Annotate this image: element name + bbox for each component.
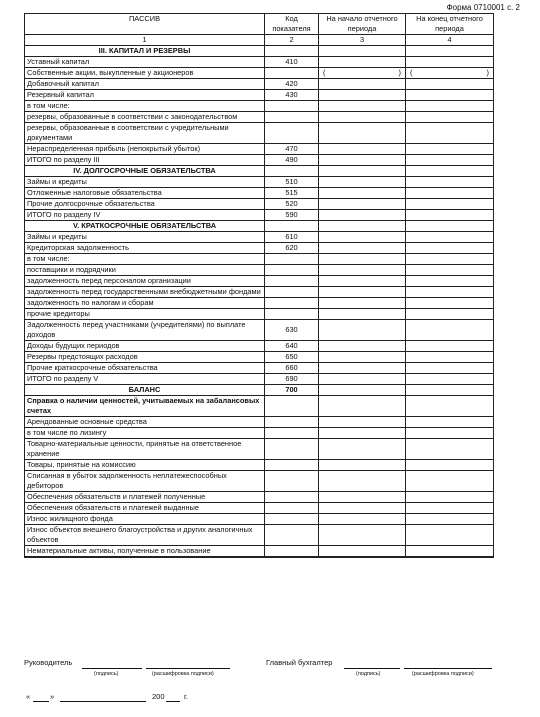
value-start-cell[interactable] <box>319 46 406 57</box>
value-start-cell[interactable] <box>319 144 406 155</box>
table-row <box>25 155 494 166</box>
balance-passive-table <box>24 13 494 558</box>
value-start-cell[interactable] <box>319 276 406 287</box>
table-row <box>25 276 494 287</box>
value-end-cell[interactable] <box>406 254 494 265</box>
row-label: IV. ДОЛГОСРОЧНЫЕ ОБЯЗАТЕЛЬСТВА <box>25 166 265 177</box>
section-row <box>25 221 494 232</box>
row-code <box>265 471 319 492</box>
table-row <box>25 557 494 558</box>
row-code <box>265 46 319 57</box>
value-end-cell[interactable] <box>406 112 494 123</box>
header-num-3: 3 <box>319 35 406 46</box>
row-label: Обеспечения обязательств и платежей полученные <box>25 492 265 503</box>
head-sign-caption: (подпись) <box>94 671 119 677</box>
date-year-line <box>166 701 180 702</box>
table-row <box>25 428 494 439</box>
row-label: прочие кредиторы <box>25 309 265 320</box>
row-label: Арендованные основные средства <box>25 417 265 428</box>
value-end-cell[interactable] <box>406 265 494 276</box>
date-close-quote: » <box>50 692 55 701</box>
value-start-cell[interactable] <box>319 396 406 417</box>
row-label: Резервы предстоящих расходов <box>25 352 265 363</box>
date-year-suffix: г. <box>184 692 188 701</box>
row-code: 640 <box>265 341 319 352</box>
row-code: 690 <box>265 374 319 385</box>
row-label: Задолженность перед участниками (учредителями) по выплате доходов <box>25 320 265 341</box>
value-start-cell[interactable] <box>319 265 406 276</box>
table-row <box>25 254 494 265</box>
header-code: Код показателя <box>265 14 319 35</box>
row-label: Отложенные налоговые обязательства <box>25 188 265 199</box>
value-end-cell[interactable] <box>406 546 494 557</box>
value-start-cell[interactable] <box>319 155 406 166</box>
row-label: Нематериальные активы, полученные в пользование <box>25 546 265 557</box>
row-label: задолженность перед государственными внебюджетными фондами <box>25 287 265 298</box>
value-start-cell[interactable] <box>319 546 406 557</box>
table-row <box>25 374 494 385</box>
value-end-cell[interactable] <box>406 417 494 428</box>
row-code: 490 <box>265 155 319 166</box>
value-start-cell[interactable] <box>319 341 406 352</box>
row-label: задолженность по налогам и сборам <box>25 298 265 309</box>
value-start-cell[interactable] <box>319 374 406 385</box>
table-row <box>25 363 494 374</box>
value-start-cell[interactable] <box>319 177 406 188</box>
date-day-line <box>33 701 49 702</box>
table-row <box>25 492 494 503</box>
table-row <box>25 144 494 155</box>
row-code <box>265 525 319 546</box>
value-start-cell[interactable] <box>319 363 406 374</box>
table-row <box>25 525 494 546</box>
row-label: Прочие долгосрочные обязательства <box>25 199 265 210</box>
header-start: На начало отчетного периода <box>319 14 406 35</box>
open-paren: ( <box>410 68 413 77</box>
value-start-cell[interactable] <box>319 298 406 309</box>
value-end-cell[interactable] <box>406 188 494 199</box>
table-row <box>25 57 494 68</box>
row-code: 470 <box>265 144 319 155</box>
value-start-cell[interactable] <box>319 68 406 79</box>
value-end-cell[interactable] <box>406 155 494 166</box>
value-end-cell[interactable] <box>406 177 494 188</box>
head-decode-line <box>146 668 230 669</box>
row-code: 520 <box>265 199 319 210</box>
value-start-cell[interactable] <box>319 221 406 232</box>
value-start-cell[interactable] <box>319 309 406 320</box>
accountant-decode-line <box>404 668 492 669</box>
value-end-cell[interactable] <box>406 503 494 514</box>
value-end-cell[interactable] <box>406 166 494 177</box>
accountant-decode-caption: (расшифровка подписи) <box>412 671 474 677</box>
value-end-cell[interactable] <box>406 557 494 558</box>
value-start-cell[interactable] <box>319 79 406 90</box>
row-code <box>265 112 319 123</box>
row-code <box>265 492 319 503</box>
row-code: 700 <box>265 385 319 396</box>
row-code <box>265 221 319 232</box>
row-code: 430 <box>265 90 319 101</box>
value-end-cell[interactable] <box>406 123 494 144</box>
row-label: Займы и кредиты <box>25 232 265 243</box>
row-code: 515 <box>265 188 319 199</box>
row-label: ИТОГО по разделу IV <box>25 210 265 221</box>
header-numbers-row <box>25 35 494 46</box>
table-body <box>25 46 494 558</box>
row-code <box>265 101 319 112</box>
row-code: 610 <box>265 232 319 243</box>
row-code: 650 <box>265 352 319 363</box>
row-label: Доходы будущих периодов <box>25 341 265 352</box>
table-row <box>25 287 494 298</box>
value-start-cell[interactable] <box>319 514 406 525</box>
header-row <box>25 14 494 35</box>
table-row <box>25 298 494 309</box>
header-num-1: 1 <box>25 35 265 46</box>
row-code <box>265 265 319 276</box>
row-code <box>265 503 319 514</box>
value-start-cell[interactable] <box>319 232 406 243</box>
value-start-cell[interactable] <box>319 525 406 546</box>
value-start-cell[interactable] <box>319 492 406 503</box>
table-row <box>25 232 494 243</box>
row-code: 630 <box>265 320 319 341</box>
row-code <box>265 417 319 428</box>
value-end-cell[interactable] <box>406 525 494 546</box>
table-row <box>25 199 494 210</box>
value-start-cell[interactable] <box>319 287 406 298</box>
row-label: ИТОГО по разделу III <box>25 155 265 166</box>
head-sign-line <box>82 668 142 669</box>
value-start-cell[interactable] <box>319 254 406 265</box>
value-start-cell[interactable] <box>319 243 406 254</box>
row-code <box>265 396 319 417</box>
negative-value-brackets <box>408 68 491 78</box>
section-row <box>25 166 494 177</box>
value-start-cell[interactable] <box>319 166 406 177</box>
table-row <box>25 309 494 320</box>
value-end-cell[interactable] <box>406 309 494 320</box>
table-row <box>25 460 494 471</box>
header-num-4: 4 <box>406 35 494 46</box>
value-start-cell[interactable] <box>319 352 406 363</box>
row-code <box>265 254 319 265</box>
row-code: 660 <box>265 363 319 374</box>
table-row <box>25 177 494 188</box>
value-end-cell[interactable] <box>406 374 494 385</box>
table-row <box>25 112 494 123</box>
value-end-cell[interactable] <box>406 221 494 232</box>
row-label: Кредиторская задолженность <box>25 243 265 254</box>
row-label: Уставный капитал <box>25 57 265 68</box>
value-end-cell[interactable] <box>406 492 494 503</box>
value-start-cell[interactable] <box>319 188 406 199</box>
row-code <box>265 546 319 557</box>
row-code <box>265 276 319 287</box>
value-end-cell[interactable] <box>406 68 494 79</box>
value-end-cell[interactable] <box>406 276 494 287</box>
head-label: Руководитель <box>24 658 73 667</box>
row-label: в том числе: <box>25 254 265 265</box>
table-row <box>25 352 494 363</box>
value-end-cell[interactable] <box>406 385 494 396</box>
row-label: Резервный капитал <box>25 90 265 101</box>
row-code <box>265 68 319 79</box>
value-start-cell[interactable] <box>319 428 406 439</box>
row-label: резервы, образованные в соответствии с законодательством <box>25 112 265 123</box>
row-label: задолженность перед персоналом организации <box>25 276 265 287</box>
row-label <box>25 557 265 558</box>
value-end-cell[interactable] <box>406 199 494 210</box>
row-code <box>265 287 319 298</box>
value-start-cell[interactable] <box>319 199 406 210</box>
value-end-cell[interactable] <box>406 396 494 417</box>
table-row <box>25 546 494 557</box>
negative-value-brackets <box>321 68 403 78</box>
row-code <box>265 428 319 439</box>
value-end-cell[interactable] <box>406 144 494 155</box>
value-end-cell[interactable] <box>406 46 494 57</box>
row-code: 410 <box>265 57 319 68</box>
row-label: Списанная в убыток задолженность неплатежеспособных дебиторов <box>25 471 265 492</box>
row-label: Товары, принятые на комиссию <box>25 460 265 471</box>
value-start-cell[interactable] <box>319 557 406 558</box>
row-code <box>265 460 319 471</box>
table-row <box>25 123 494 144</box>
value-end-cell[interactable] <box>406 232 494 243</box>
value-end-cell[interactable] <box>406 352 494 363</box>
value-end-cell[interactable] <box>406 90 494 101</box>
value-end-cell[interactable] <box>406 439 494 460</box>
header-num-2: 2 <box>265 35 319 46</box>
row-label: Добавочный капитал <box>25 79 265 90</box>
value-end-cell[interactable] <box>406 287 494 298</box>
close-paren: ) <box>398 68 401 77</box>
table-row <box>25 101 494 112</box>
value-start-cell[interactable] <box>319 460 406 471</box>
section-row <box>25 385 494 396</box>
value-end-cell[interactable] <box>406 101 494 112</box>
value-end-cell[interactable] <box>406 471 494 492</box>
table-row <box>25 417 494 428</box>
header-end: На конец отчетного периода <box>406 14 494 35</box>
form-number: Форма 0710001 с. 2 <box>446 3 520 12</box>
open-paren: ( <box>323 68 326 77</box>
value-end-cell[interactable] <box>406 514 494 525</box>
row-code <box>265 166 319 177</box>
table-row <box>25 320 494 341</box>
row-label: в том числе: <box>25 101 265 112</box>
value-start-cell[interactable] <box>319 90 406 101</box>
section-row <box>25 46 494 57</box>
value-start-cell[interactable] <box>319 417 406 428</box>
row-code: 420 <box>265 79 319 90</box>
table-row <box>25 210 494 221</box>
table-row <box>25 341 494 352</box>
table-row <box>25 439 494 460</box>
value-end-cell[interactable] <box>406 298 494 309</box>
value-end-cell[interactable] <box>406 243 494 254</box>
value-start-cell[interactable] <box>319 210 406 221</box>
row-label: Товарно-материальные ценности, принятые на ответственное хранение <box>25 439 265 460</box>
accountant-sign-line <box>344 668 400 669</box>
row-label: Нераспределенная прибыль (непокрытый убыток) <box>25 144 265 155</box>
row-code <box>265 123 319 144</box>
row-code <box>265 309 319 320</box>
row-label: поставщики и подрядчики <box>25 265 265 276</box>
value-start-cell[interactable] <box>319 123 406 144</box>
table-row <box>25 514 494 525</box>
table-row <box>25 396 494 417</box>
row-label: Займы и кредиты <box>25 177 265 188</box>
value-start-cell[interactable] <box>319 57 406 68</box>
value-end-cell[interactable] <box>406 428 494 439</box>
table-row <box>25 265 494 276</box>
row-label: Собственные акции, выкупленные у акционеров <box>25 68 265 79</box>
value-end-cell[interactable] <box>406 79 494 90</box>
row-code <box>265 298 319 309</box>
value-end-cell[interactable] <box>406 341 494 352</box>
row-label: в том числе по лизингу <box>25 428 265 439</box>
table-row <box>25 68 494 79</box>
accountant-sign-caption: (подпись) <box>356 671 381 677</box>
row-label: Износ жилищного фонда <box>25 514 265 525</box>
row-code <box>265 514 319 525</box>
value-start-cell[interactable] <box>319 101 406 112</box>
row-label: БАЛАНС <box>25 385 265 396</box>
row-label: V. КРАТКОСРОЧНЫЕ ОБЯЗАТЕЛЬСТВА <box>25 221 265 232</box>
value-start-cell[interactable] <box>319 112 406 123</box>
row-code <box>265 439 319 460</box>
value-end-cell[interactable] <box>406 363 494 374</box>
date-year: 200 <box>152 692 165 701</box>
row-label: III. КАПИТАЛ И РЕЗЕРВЫ <box>25 46 265 57</box>
value-end-cell[interactable] <box>406 460 494 471</box>
date-month-line <box>60 701 146 702</box>
row-label: Прочие краткосрочные обязательства <box>25 363 265 374</box>
row-label: Износ объектов внешнего благоустройства и других аналогичных объектов <box>25 525 265 546</box>
row-label: резервы, образованные в соответствии с учредительными документами <box>25 123 265 144</box>
row-code: 590 <box>265 210 319 221</box>
value-start-cell[interactable] <box>319 471 406 492</box>
value-end-cell[interactable] <box>406 320 494 341</box>
table-row <box>25 243 494 254</box>
row-code: 510 <box>265 177 319 188</box>
table-row <box>25 90 494 101</box>
row-label: Обеспечения обязательств и платежей выданные <box>25 503 265 514</box>
table-row <box>25 79 494 90</box>
row-code: 620 <box>265 243 319 254</box>
value-start-cell[interactable] <box>319 503 406 514</box>
header-passive: ПАССИВ <box>25 14 265 35</box>
date-open-quote: « <box>26 692 31 701</box>
value-end-cell[interactable] <box>406 57 494 68</box>
close-paren: ) <box>486 68 489 77</box>
value-start-cell[interactable] <box>319 439 406 460</box>
accountant-label: Главный бухгалтер <box>266 658 333 667</box>
value-end-cell[interactable] <box>406 210 494 221</box>
value-start-cell[interactable] <box>319 320 406 341</box>
row-label: Справка о наличии ценностей, учитываемых на забалансовых счетах <box>25 396 265 417</box>
row-label: ИТОГО по разделу V <box>25 374 265 385</box>
value-start-cell[interactable] <box>319 385 406 396</box>
table-row <box>25 188 494 199</box>
table-row <box>25 471 494 492</box>
row-code <box>265 557 319 558</box>
table-row <box>25 503 494 514</box>
head-decode-caption: (расшифровка подписи) <box>152 671 214 677</box>
